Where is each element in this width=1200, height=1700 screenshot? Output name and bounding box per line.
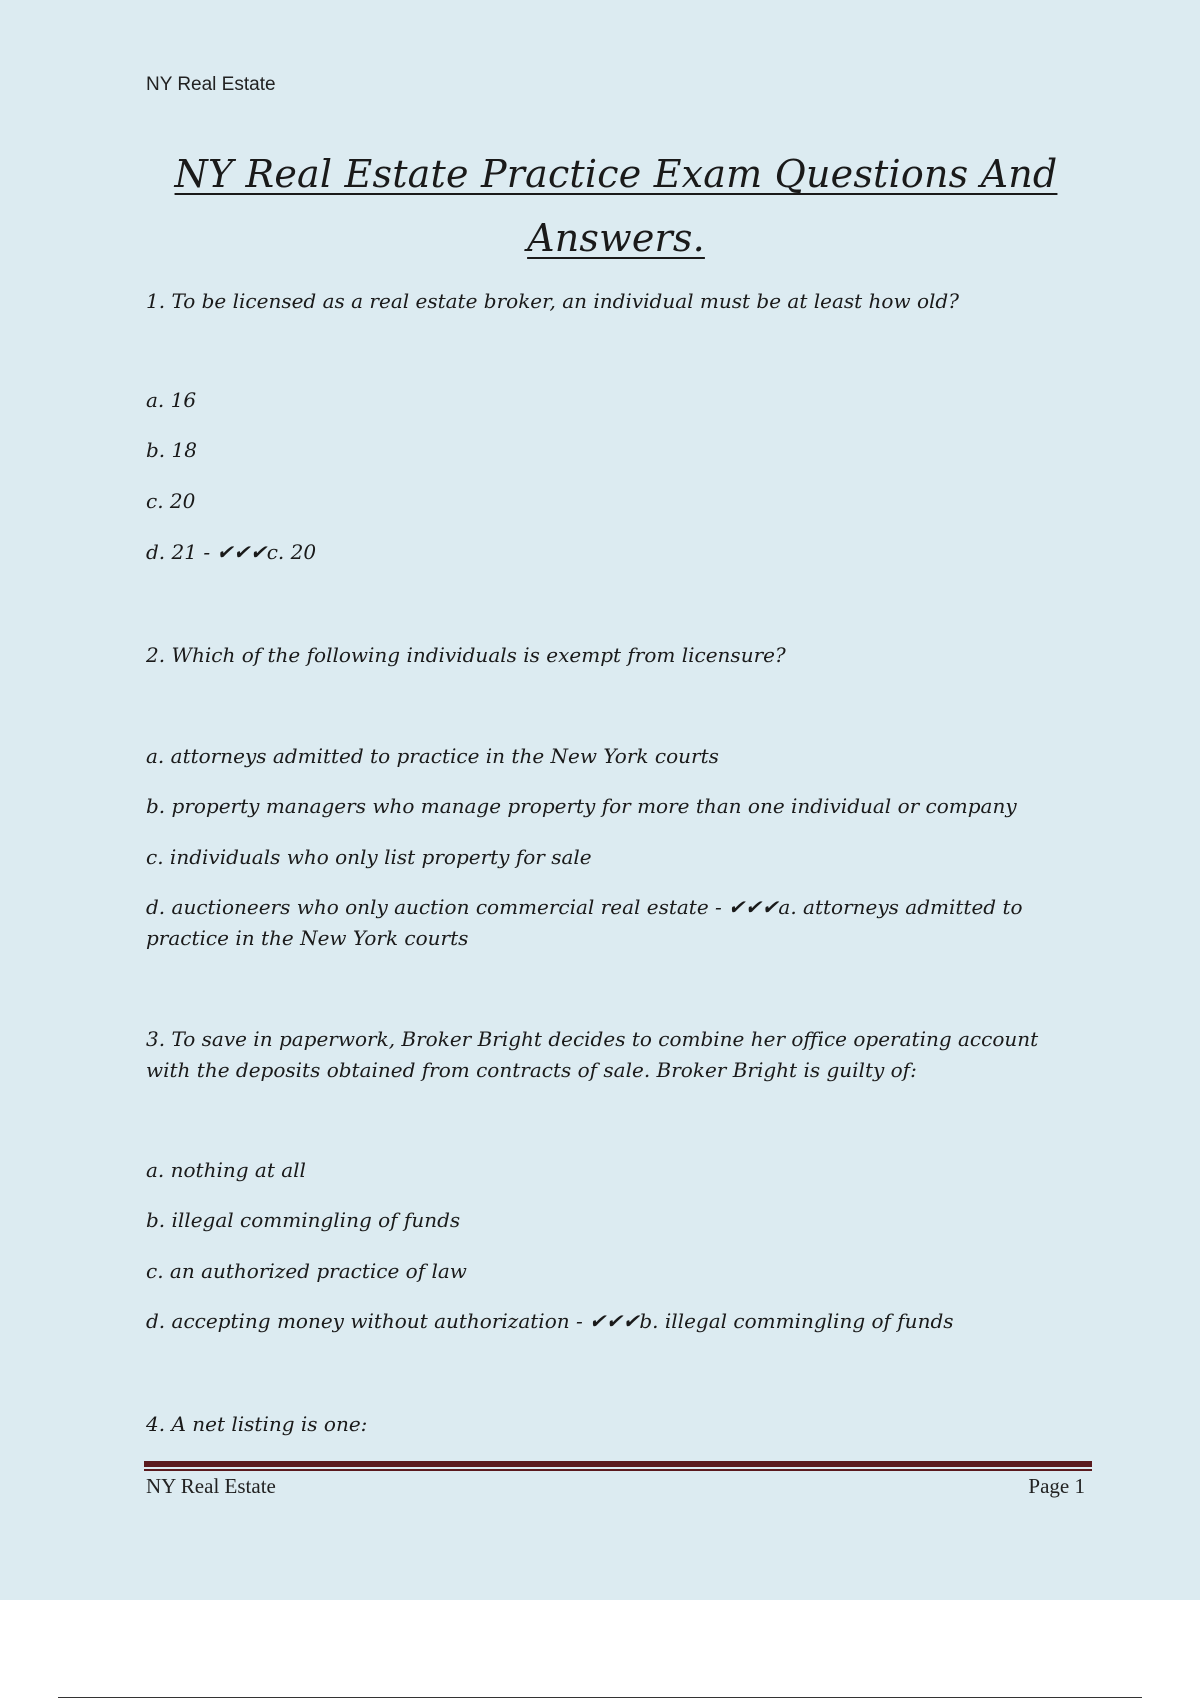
footer-title: NY Real Estate bbox=[146, 1474, 276, 1498]
question-3-option-a: a. nothing at all bbox=[146, 1158, 306, 1182]
page-header: NY Real Estate bbox=[146, 74, 276, 95]
question-2: 2. Which of the following individuals is exempt from licensure? bbox=[146, 643, 786, 667]
question-2-option-d: d. auctioneers who only auction commercial real estate - ✔✔✔a. attorneys admitted to practice in the New York courts bbox=[146, 895, 1023, 950]
question-3-option-d: d. accepting money without authorization - ✔✔✔b. illegal commingling of funds bbox=[146, 1309, 954, 1333]
question-2-option-b: b. property managers who manage property for more than one individual or company bbox=[146, 794, 1017, 818]
question-1-option-d: d. 21 - ✔✔✔c. 20 bbox=[146, 540, 317, 564]
question-2-option-a: a. attorneys admitted to practice in the New York courts bbox=[146, 744, 719, 768]
footer-rule-thin bbox=[144, 1469, 1092, 1471]
page-divider bbox=[58, 1697, 1142, 1698]
question-1-option-b: b. 18 bbox=[146, 438, 197, 462]
question-2-option-c: c. individuals who only list property for sale bbox=[146, 845, 592, 869]
page-number: Page 1 bbox=[1028, 1474, 1085, 1498]
question-3-option-c: c. an authorized practice of law bbox=[146, 1259, 467, 1283]
footer-rule bbox=[144, 1461, 1092, 1467]
question-3-option-b: b. illegal commingling of funds bbox=[146, 1208, 461, 1232]
question-1-option-a: a. 16 bbox=[146, 388, 197, 412]
page-title: NY Real Estate Practice Exam Questions And Answers. bbox=[174, 152, 1058, 260]
question-1: 1. To be licensed as a real estate broker, an individual must be at least how old? bbox=[146, 289, 959, 313]
question-4: 4. A net listing is one: bbox=[146, 1412, 368, 1436]
question-3: 3. To save in paperwork, Broker Bright decides to combine her office operating account with the deposits obtained from contracts of sale. Broker Bright is guilty of: bbox=[146, 1027, 1039, 1082]
question-1-option-c: c. 20 bbox=[146, 489, 196, 513]
